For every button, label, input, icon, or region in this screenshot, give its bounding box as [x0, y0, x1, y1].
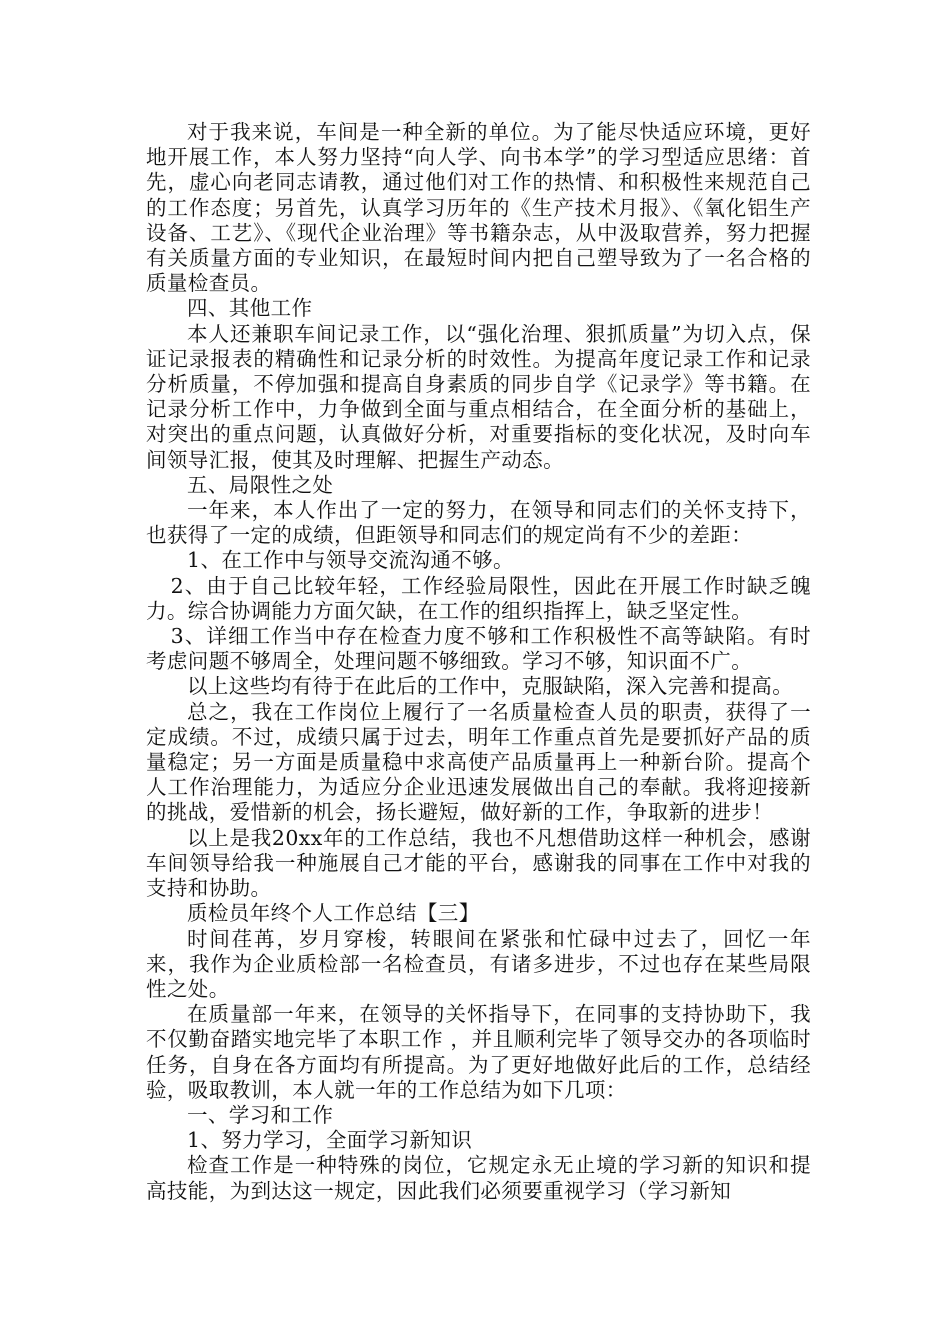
- paragraph: 本人还兼职车间记录工作，以“强化治理、狠抓质量”为切入点，保证记录报表的精确性和记录分析的时效性。为提高年度记录工作和记录分析质量，不停加强和提高自身素质的同步自学《记录学》等书籍。在记录分析工作中，力争做到全面与重点相结合，在全面分析的基础上，对突出的重点问题，认真做好分析，对重要指标的变化状况，及时向车间领导汇报，使其及时理解、把握生产动态。: [146, 321, 811, 472]
- paragraph: 总之，我在工作岗位上履行了一名质量检查人员的职责，获得了一定成绩。不过，成绩只属于过去，明年工作重点首先是要抓好产品的质量稳定；另一方面是质量稳中求高使产品质量再上一种新台阶。提高个人工作治理能力，为适应分企业迅速发展做出自己的奉献。我将迎接新的挑战，爱惜新的机会，扬长避短，做好新的工作，争取新的进步！: [146, 699, 811, 825]
- paragraph: 以上是我20xx年的工作总结，我也不凡想借助这样一种机会，感谢车间领导给我一种施展自己才能的平台，感谢我的同事在工作中对我的支持和协助。: [146, 825, 811, 901]
- paragraph: 时间荏苒，岁月穿梭，转眼间在紧张和忙碌中过去了，回忆一年来，我作为企业质检部一名检查员，有诸多进步，不过也存在某些局限性之处。: [146, 926, 811, 1001]
- list-item: 3、详细工作当中存在检查力度不够和工作积极性不高等缺陷。有时考虑问题不够周全，处理问题不够细致。学习不够，知识面不广。: [146, 624, 811, 674]
- list-item: 1、在工作中与领导交流沟通不够。: [187, 548, 514, 573]
- section-heading: 五、局限性之处: [187, 472, 334, 497]
- section-heading: 一、学习和工作: [187, 1102, 334, 1127]
- paragraph: 检查工作是一种特殊的岗位，它规定永无止境的学习新的知识和提高技能，为到达这一规定，因此我们必须要重视学习（学习新知: [146, 1153, 811, 1203]
- paragraph: 以上这些均有待于在此后的工作中，克服缺陷，深入完善和提高。: [187, 674, 794, 699]
- paragraph: 在质量部一年来，在领导的关怀指导下，在同事的支持协助下，我不仅勤奋踏实地完毕了本职工作 ，并且顺利完毕了领导交办的各项临时任务，自身在各方面均有所提高。为了更好地做好此后的工作，总结经验，吸取教训，本人就一年的工作总结为如下几项：: [146, 1002, 811, 1102]
- section-title: 质检员年终个人工作总结【三】: [187, 901, 480, 926]
- document-page: [146, 120, 811, 1204]
- subsection-heading: 1、努力学习，全面学习新知识: [187, 1128, 473, 1153]
- list-item: 2、由于自己比较年轻，工作经验局限性，因此在开展工作时缺乏魄力。综合协调能力方面欠缺，在工作的组织指挥上，缺乏坚定性。: [146, 573, 811, 623]
- section-heading: 四、其他工作: [187, 296, 313, 321]
- paragraph: 对于我来说，车间是一种全新的单位。为了能尽快适应环境，更好地开展工作，本人努力坚持“向人学、向书本学”的学习型适应思绪：首先，虚心向老同志请教，通过他们对工作的热情、和积极性来规范自己的工作态度；另首先，认真学习历年的《生产技术月报》、《氧化铝生产设备、工艺》、《现代企业治理》等书籍杂志，从中汲取营养，努力把握有关质量方面的专业知识，在最短时间内把自己塑导致为了一名合格的质量检查员。: [146, 120, 811, 296]
- paragraph: 一年来，本人作出了一定的努力，在领导和同志们的关怀支持下，也获得了一定的成绩，但距领导和同志们的规定尚有不少的差距：: [146, 498, 811, 548]
